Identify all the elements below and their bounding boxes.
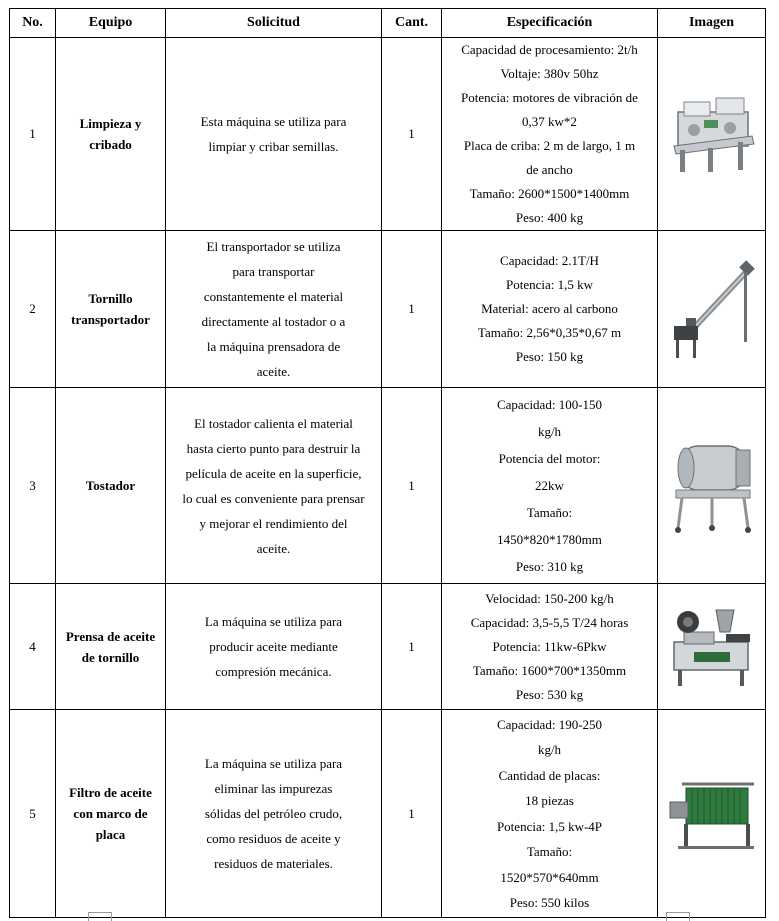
equipment-name-line: Prensa de aceite: [65, 628, 156, 644]
application-line: Esta máquina se utiliza para: [200, 114, 347, 129]
equipment-name: [56, 710, 166, 918]
application-line: residuos de materiales.: [214, 856, 333, 871]
spec-line: Tamaño: 1600*700*1350mm: [472, 662, 627, 678]
header-no: No.: [10, 9, 56, 38]
spec-line: Cantidad de placas:: [498, 767, 601, 783]
table-row: [10, 38, 766, 231]
application-line: eliminar las impurezas: [214, 781, 333, 796]
application-line: directamente al tostador o a: [201, 314, 346, 329]
equipment-name-line: Limpieza y: [79, 116, 142, 131]
spec-line: Capacidad: 3,5-5,5 T/24 horas: [470, 614, 629, 630]
application-line: limpiar y cribar semillas.: [208, 139, 339, 154]
spec-line: kg/h: [537, 424, 562, 439]
equipment-name-line: cribado: [89, 137, 132, 152]
application-line: aceite.: [256, 540, 291, 556]
spec-line: Peso: 310 kg: [515, 559, 584, 574]
table-row: [10, 388, 766, 584]
application-cell: [166, 38, 382, 231]
image-cell: [658, 388, 766, 584]
header-cant: Cant.: [382, 9, 442, 38]
quantity: 1: [382, 584, 442, 710]
header-especificacion: Especificación: [442, 9, 658, 38]
row-number: 2: [10, 231, 56, 388]
application-line: producir aceite mediante: [209, 639, 338, 654]
vibrating-screen-machine-icon: [664, 90, 760, 178]
spec-line: Placa de criba: 2 m de largo, 1 m: [463, 138, 636, 153]
spec-cell: [442, 231, 658, 388]
spec-line: kg/h: [537, 742, 562, 757]
spec-line: Voltaje: 380v 50hz: [500, 66, 599, 81]
spec-cell: [442, 38, 658, 231]
spec-cell: [442, 388, 658, 584]
application-line: constantemente el material: [203, 289, 344, 304]
spec-line: Peso: 150 kg: [515, 349, 584, 364]
spec-line: Tamaño: 2,56*0,35*0,67 m: [477, 325, 622, 340]
spec-cell: [442, 584, 658, 710]
quantity: 1: [382, 388, 442, 584]
application-cell: [166, 388, 382, 584]
equipment-name-line: Tostador: [85, 478, 136, 493]
application-line: aceite.: [256, 364, 291, 379]
image-cell: [658, 584, 766, 710]
spec-line: Capacidad: 190-250: [496, 716, 603, 732]
image-cell: [658, 38, 766, 231]
equipment-name-line: de tornillo: [81, 649, 140, 665]
spec-line: Tamaño: 2600*1500*1400mm: [469, 186, 630, 201]
row-number: 5: [10, 710, 56, 918]
equipment-name-line: Tornillo: [88, 291, 133, 306]
quantity: 1: [382, 710, 442, 918]
spec-line: Tamaño:: [526, 844, 573, 859]
row-number: 3: [10, 388, 56, 584]
screw-oil-press-icon: [664, 602, 760, 692]
quantity: 1: [382, 231, 442, 388]
application-line: sólidas del petróleo crudo,: [204, 806, 343, 821]
spec-line: de ancho: [526, 162, 573, 177]
application-line: y mejorar el rendimiento del: [199, 515, 348, 531]
application-line: hasta cierto punto para destruir la: [186, 440, 361, 456]
spec-line: Capacidad de procesamiento: 2t/h: [461, 42, 638, 57]
equipment-name-line: placa: [95, 827, 126, 842]
quantity: 1: [382, 38, 442, 231]
spec-line: Material: acero al carbono: [481, 301, 618, 316]
spec-line: 22kw: [535, 478, 564, 493]
application-line: lo cual es conveniente para prensar: [182, 490, 365, 506]
application-line: para transportar: [232, 264, 315, 279]
spec-line: Potencia: motores de vibración de: [461, 90, 638, 105]
equipment-name: [56, 38, 166, 231]
application-cell: [166, 584, 382, 710]
equipment-name-line: Filtro de aceite: [69, 785, 152, 800]
row-number: 4: [10, 584, 56, 710]
spec-line: Potencia: 1,5 kw-4P: [496, 818, 603, 834]
header-equipo: Equipo: [56, 9, 166, 38]
spec-line: Capacidad: 2.1T/H: [500, 253, 599, 268]
spec-line: Potencia: 1,5 kw: [505, 277, 593, 292]
row-number: 1: [10, 38, 56, 231]
application-cell: [166, 710, 382, 918]
spec-line: 1450*820*1780mm: [497, 532, 602, 547]
roaster-drum-icon: [664, 436, 760, 536]
table-row: [10, 710, 766, 918]
equipment-name-line: transportador: [71, 312, 150, 327]
screw-conveyor-icon: [664, 254, 760, 364]
spec-line: Potencia: 11kw-6Pkw: [492, 638, 607, 654]
spec-line: Peso: 550 kilos: [509, 895, 590, 910]
application-line: La máquina se utiliza para: [204, 614, 343, 629]
application-line: El transportador se utiliza: [206, 239, 341, 254]
application-line: como residuos de aceite y: [206, 831, 341, 846]
application-line: compresión mecánica.: [215, 664, 332, 679]
spec-line: Capacidad: 100-150: [496, 397, 603, 412]
equipment-name-line: con marco de: [73, 806, 148, 821]
spec-line: Velocidad: 150-200 kg/h: [485, 590, 614, 606]
header-row: [10, 9, 766, 38]
equipment-name: [56, 584, 166, 710]
application-line: La máquina se utiliza para: [204, 756, 343, 771]
equipment-name: [56, 231, 166, 388]
spec-line: Peso: 530 kg: [515, 686, 584, 702]
table-row: [10, 231, 766, 388]
table-row: [10, 584, 766, 710]
spec-line: Peso: 400 kg: [515, 210, 584, 225]
header-solicitud: Solicitud: [166, 9, 382, 38]
application-line: película de aceite en la superficie,: [185, 465, 362, 481]
header-imagen: Imagen: [658, 9, 766, 38]
spec-line: 18 piezas: [525, 793, 574, 808]
application-cell: [166, 231, 382, 388]
spec-line: 0,37 kw*2: [522, 114, 577, 129]
equipment-table: [9, 8, 766, 918]
spec-line: 1520*570*640mm: [500, 869, 599, 885]
spec-cell: [442, 710, 658, 918]
equipment-name: [56, 388, 166, 584]
image-cell: [658, 710, 766, 918]
application-line: la máquina prensadora de: [206, 339, 341, 354]
plate-frame-filter-icon: [664, 774, 760, 854]
spec-line: Tamaño:: [526, 505, 573, 520]
spec-line: Potencia del motor:: [498, 451, 601, 466]
image-cell: [658, 231, 766, 388]
application-line: El tostador calienta el material: [194, 415, 353, 431]
